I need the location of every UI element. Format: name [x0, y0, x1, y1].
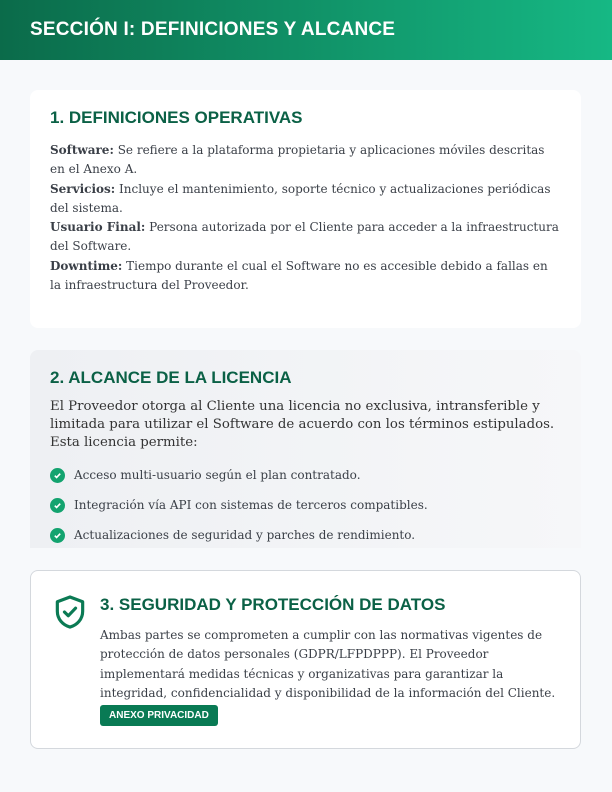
- privacy-annex-button[interactable]: ANEXO PRIVACIDAD: [100, 705, 218, 726]
- license-title: 2. ALCANCE DE LA LICENCIA: [50, 368, 292, 387]
- definition-desc: Tiempo durante el cual el Software no es accesible debido a fallas en la infraestructura del Proveedor.: [50, 258, 548, 293]
- definition-desc: Incluye el mantenimiento, soporte técnico y actualizaciones periódicas del sistema.: [50, 181, 551, 215]
- license-list: [50, 460, 561, 550]
- section-header: [0, 0, 612, 60]
- shield-check-icon: [51, 593, 89, 635]
- definitions-card: [30, 90, 581, 328]
- security-title: 3. SEGURIDAD Y PROTECCIÓN DE DATOS: [100, 595, 446, 614]
- list-item: [50, 520, 561, 550]
- definition-item: [50, 180, 561, 219]
- definition-term: Downtime:: [50, 258, 123, 273]
- license-section: [30, 350, 581, 548]
- check-icon: [50, 468, 65, 483]
- definition-item: [50, 218, 561, 257]
- check-icon: [50, 498, 65, 513]
- list-item-text: Actualizaciones de seguridad y parches de rendimiento.: [74, 528, 416, 542]
- definition-desc: Persona autorizada por el Cliente para acceder a la infraestructura del Software.: [50, 220, 559, 254]
- list-item: [50, 490, 561, 520]
- definitions-list: [50, 141, 561, 295]
- security-card: [30, 570, 581, 749]
- list-item-text: Acceso multi-usuario según el plan contratado.: [74, 468, 361, 482]
- definition-term: Software:: [50, 143, 114, 157]
- definition-desc: Se refiere a la plataforma propietaria y aplicaciones móviles descritas en el Anexo A.: [50, 143, 545, 177]
- definition-item: [50, 257, 561, 296]
- license-intro: El Proveedor otorga al Cliente una licencia no exclusiva, intransferible y limitada para utilizar el Software de acuerdo con los términos estipulados. Esta licencia permite:: [50, 399, 555, 450]
- list-item-text: Integración vía API con sistemas de terceros compatibles.: [74, 498, 428, 512]
- definition-term: Servicios:: [50, 181, 116, 196]
- definitions-title: 1. DEFINICIONES OPERATIVAS: [50, 108, 303, 127]
- definition-term: Usuario Final:: [50, 220, 146, 235]
- section-title: SECCIÓN I: DEFINICIONES Y ALCANCE: [30, 19, 396, 40]
- definition-item: [50, 141, 561, 180]
- check-icon: [50, 528, 65, 543]
- security-text: Ambas partes se comprometen a cumplir con las normativas vigentes de protección de datos personales (GDPR/LFPDPPP). El Proveedor implementará medidas técnicas y organizativas para garantizar la integridad, confidencialidad y disponibilidad de la información del Cliente.: [100, 628, 556, 700]
- list-item: [50, 460, 561, 490]
